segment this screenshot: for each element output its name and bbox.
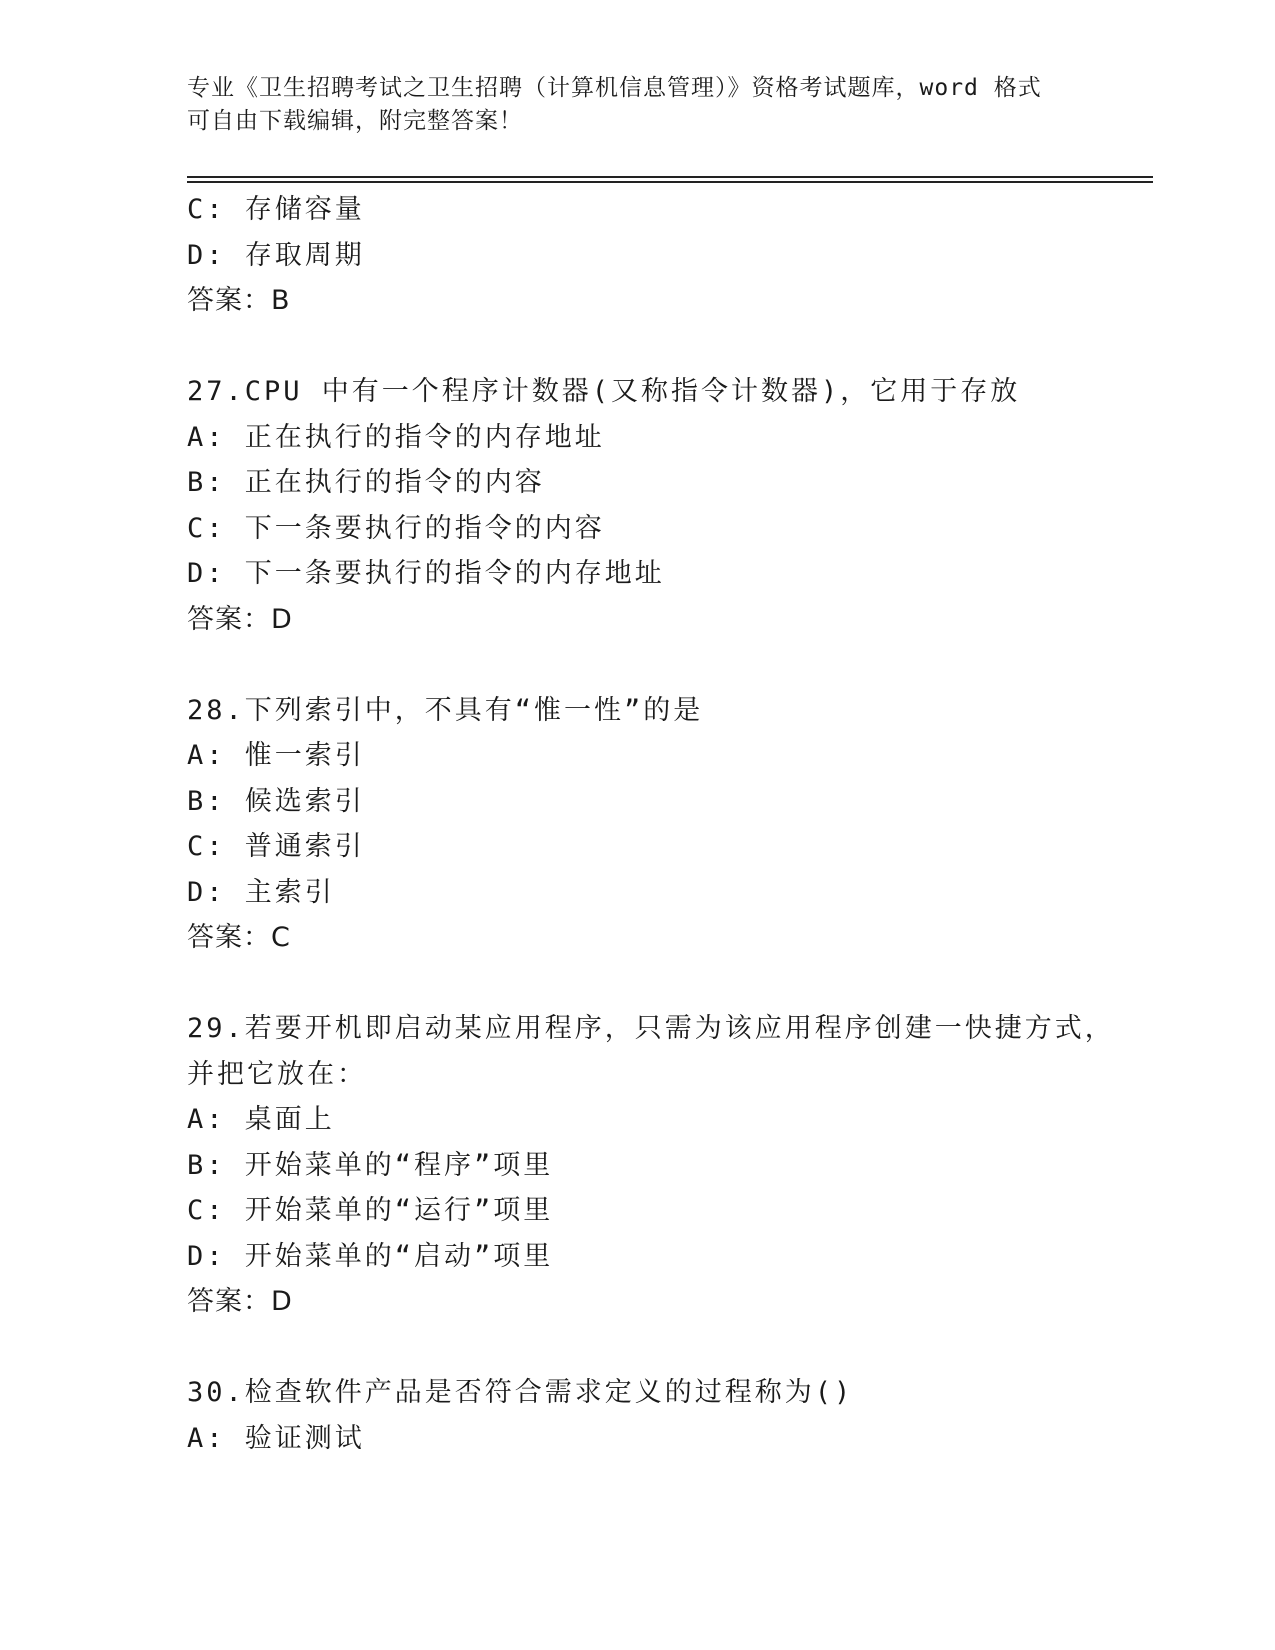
option-a: A: 桌面上	[187, 1104, 335, 1135]
option-b: B: 开始菜单的“程序”项里	[187, 1149, 554, 1181]
question-stem: 27.CPU 中有一个程序计数器(又称指令计数器)，它用于存放	[187, 376, 1021, 407]
option-a: A: 惟一索引	[187, 740, 365, 771]
option-c: C: 开始菜单的“运行”项里	[187, 1195, 554, 1226]
option-b: B: 候选索引	[187, 785, 365, 817]
header-rule-top	[187, 176, 1153, 178]
option-b: B: 正在执行的指令的内容	[187, 467, 545, 498]
header-line-2: 可自由下载编辑，附完整答案！	[187, 108, 523, 134]
question-list	[187, 187, 1137, 1461]
answer: 答案：D	[187, 1286, 293, 1317]
question-28	[187, 688, 1137, 961]
question-29	[187, 1006, 1137, 1325]
spacer	[187, 324, 1137, 370]
answer: 答案：C	[187, 922, 291, 953]
option-d: D: 主索引	[187, 876, 335, 908]
question-27	[187, 369, 1137, 642]
question-26-continued	[187, 187, 1137, 324]
question-stem: 29.若要开机即启动某应用程序，只需为该应用程序创建一快捷方式，	[187, 1013, 1115, 1044]
header-rule-bottom	[187, 181, 1153, 183]
option-c: C: 存储容量	[187, 194, 365, 225]
option-d: D: 开始菜单的“启动”项里	[187, 1240, 554, 1272]
option-d: D: 下一条要执行的指令的内存地址	[187, 558, 665, 589]
option-c: C: 普通索引	[187, 831, 365, 862]
option-a: A: 验证测试	[187, 1422, 365, 1454]
spacer	[187, 1325, 1137, 1371]
header-line-1: 专业《卫生招聘考试之卫生招聘（计算机信息管理）》资格考试题库，word 格式	[187, 75, 1042, 101]
question-stem: 30.检查软件产品是否符合需求定义的过程称为()	[187, 1377, 854, 1408]
question-30	[187, 1370, 1137, 1461]
question-stem-continued: 并把它放在：	[187, 1058, 367, 1090]
document-header	[187, 72, 1087, 138]
option-c: C: 下一条要执行的指令的内容	[187, 512, 605, 544]
spacer	[187, 961, 1137, 1007]
question-stem: 28.下列索引中，不具有“惟一性”的是	[187, 694, 704, 726]
spacer	[187, 642, 1137, 688]
option-d: D: 存取周期	[187, 239, 365, 271]
answer: 答案：B	[187, 285, 291, 316]
option-a: A: 正在执行的指令的内存地址	[187, 421, 605, 453]
answer: 答案：D	[187, 603, 293, 635]
